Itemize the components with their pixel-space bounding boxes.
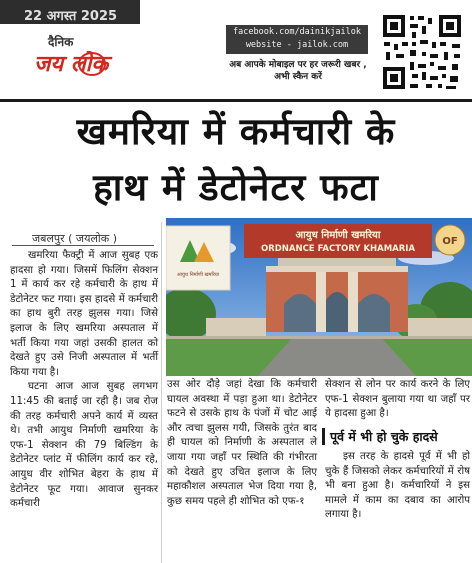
factory-gate-photo — [166, 218, 472, 376]
issue-date: 22 अगस्त 2025 — [24, 9, 118, 24]
article-column-3 — [325, 378, 470, 422]
article-headline — [0, 104, 472, 216]
photo-banner-hindi: आयुध निर्माणी खमरिया — [295, 230, 381, 241]
website-link[interactable]: website - jailok.com — [245, 40, 349, 50]
byline-divider — [12, 245, 154, 246]
article-column-2 — [167, 378, 317, 509]
photo-logo-text: OF — [442, 236, 458, 247]
sub-heading: पूर्व में भी हो चुके हादसे — [322, 428, 472, 445]
photo-banner-english: ORDNANCE FACTORY KHAMARIA — [260, 244, 416, 254]
photo-left-sign-text: आयुध निर्माणी खमरिया — [176, 272, 220, 278]
brand-small-label: दैनिक — [48, 35, 74, 49]
paragraph: इस तरह के हादसे पूर्व में भी हो चुके हैं जिसको लेकर कर्मचारियों में रोष भी बना हुआ है। कर्मचारियों ने इस मामले में काम का दबाव का आरोप लगाया है। — [325, 451, 470, 521]
paragraph: खमरिया फैक्ट्री में आज सुबह एक हादसा हो गया। जिसमें फिलिंग सेक्शन 1 में कार्य कर रहे कर्मचारी के हाथ में डेटोनेटर फट गया। इस हादसे में कर्मचारी का हाथ बुरी तरह झुलस गया। जिसे इलाज के लिए खमरिया अस्पताल में भर्ती किया गया जहां उसकी हालत को देखते हुए उसे निजी अस्पताल में भर्ती किया गया है। — [10, 250, 158, 378]
scan-prompt: अब आपके मोबाइल पर हर जरूरी खबर , अभी स्कैन करें — [229, 60, 367, 82]
masthead-divider — [0, 99, 472, 102]
byline: जबलपुर ( जयलोक ) — [32, 232, 118, 245]
brand-logo: जय लोक — [34, 52, 109, 77]
headline-line-2: हाथ में डेटोनेटर फटा — [93, 166, 379, 209]
qr-code-icon[interactable] — [380, 12, 464, 92]
article-column-1 — [10, 249, 158, 512]
social-box — [226, 25, 368, 54]
paragraph: उस ओर दौड़े जहां देखा कि कर्मचारी घायल अवस्था में पड़ा हुआ था। डेटोनेटर फटने से उसके हाथ के पंजों में चोट आई और त्वचा झुलस गयी, जिसके तुरंत बाद ही घायल को निर्माणी के अस्पताल ले जाया गया जहाँ पर स्थिति की गंभीरता को देखते हुए उचित इलाज के लिए महाकौशल अस्पताल भेज दिया गया है, कुछ समय पहले ही शोभित को एफ-१ — [167, 379, 317, 507]
paragraph: सेक्शन से लोन पर कार्य करने के लिए एफ-1 सेक्शन बुलाया गया था जहाँ पर ये हादसा हुआ है। — [325, 379, 470, 420]
paragraph: घटना आज आज सुबह लगभग 11:45 की बताई जा रही है। जब रोज की तरह कर्मचारी अपने कार्य में व्यस्त थे। तभी आयुध निर्माणी खमरिया के एफ-1 सेक्शन की 79 बिल्डिंग के डेटोनेटर प्लांट में फीलिंग कार्य कर रहे, आयुध वीर शोभित बेहरा के हाथ में डेटोनेटर फूट गया। आवाज सुनकर कर्मचारी — [10, 381, 158, 510]
column-divider — [161, 222, 162, 563]
headline-line-1: खमरिया में कर्मचारी के — [76, 110, 396, 153]
article-column-3-continued — [325, 450, 470, 523]
facebook-link[interactable]: facebook.com/dainikjailok — [233, 27, 361, 37]
